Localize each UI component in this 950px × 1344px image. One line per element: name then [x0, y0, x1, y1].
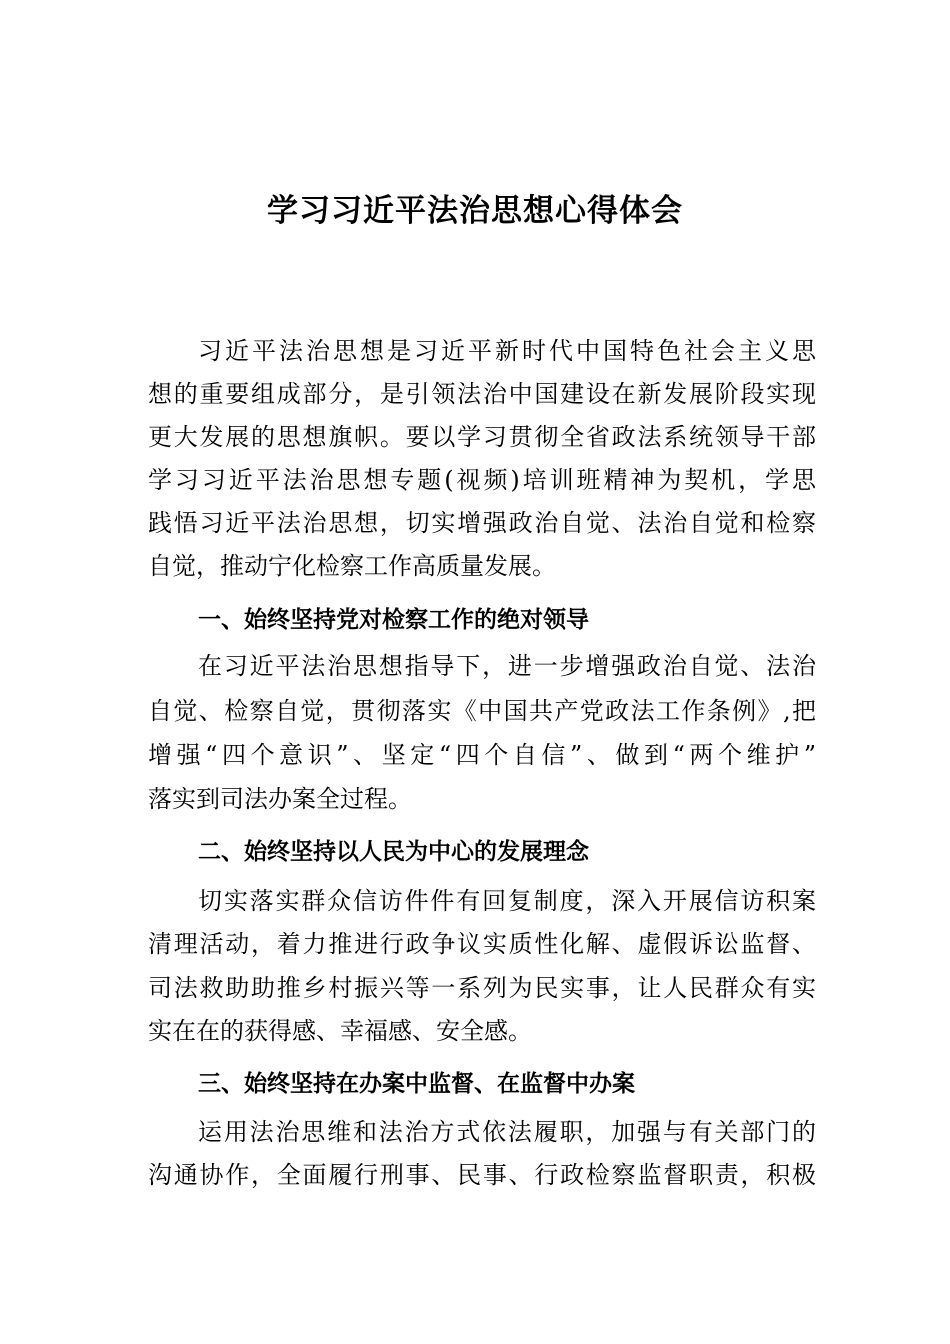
intro-line: 习近平法治思想是习近平新时代中国特色社会主义思 [198, 337, 816, 365]
section-2-line: 司法救助助推乡村振兴等一系列为民实事，让人民群众有实 [148, 974, 816, 1002]
section-3-line: 运用法治思维和法治方式依法履职，加强与有关部门的 [198, 1118, 816, 1146]
section-1-line: 落实到司法办案全过程。 [148, 785, 412, 813]
section-heading-2: 二、始终坚持以人民为中心的发展理念 [198, 839, 589, 865]
section-2-line: 切实落实群众信访件件有回复制度，深入开展信访积案 [198, 887, 816, 915]
section-1-line: 在习近平法治思想指导下，进一步增强政治自觉、法治 [198, 652, 816, 680]
section-3-line: 沟通协作，全面履行刑事、民事、行政检察监督职责，积极 [148, 1161, 816, 1189]
document-title: 学习习近平法治思想心得体会 [267, 193, 683, 229]
intro-line: 自觉，推动宁化检察工作高质量发展。 [148, 552, 556, 580]
section-2-line: 实在在的获得感、幸福感、安全感。 [148, 1017, 532, 1045]
intro-line: 更大发展的思想旗帜。要以学习贯彻全省政法系统领导干部 [148, 423, 816, 451]
section-2-line: 清理活动，着力推进行政争议实质性化解、虚假诉讼监督、 [148, 930, 816, 958]
section-1-line: 增强“四个意识”、坚定“四个自信”、做到“两个维护” [148, 741, 816, 769]
intro-line: 学习习近平法治思想专题(视频)培训班精神为契机，学思 [148, 466, 816, 494]
intro-line: 想的重要组成部分，是引领法治中国建设在新发展阶段实现 [148, 380, 816, 408]
intro-line: 践悟习近平法治思想，切实增强政治自觉、法治自觉和检察 [148, 509, 816, 537]
section-heading-3: 三、始终坚持在办案中监督、在监督中办案 [198, 1071, 635, 1097]
section-heading-1: 一、始终坚持党对检察工作的绝对领导 [198, 607, 589, 633]
section-1-line: 自觉、检察自觉，贯彻落实《中国共产党政法工作条例》,把 [148, 697, 816, 725]
